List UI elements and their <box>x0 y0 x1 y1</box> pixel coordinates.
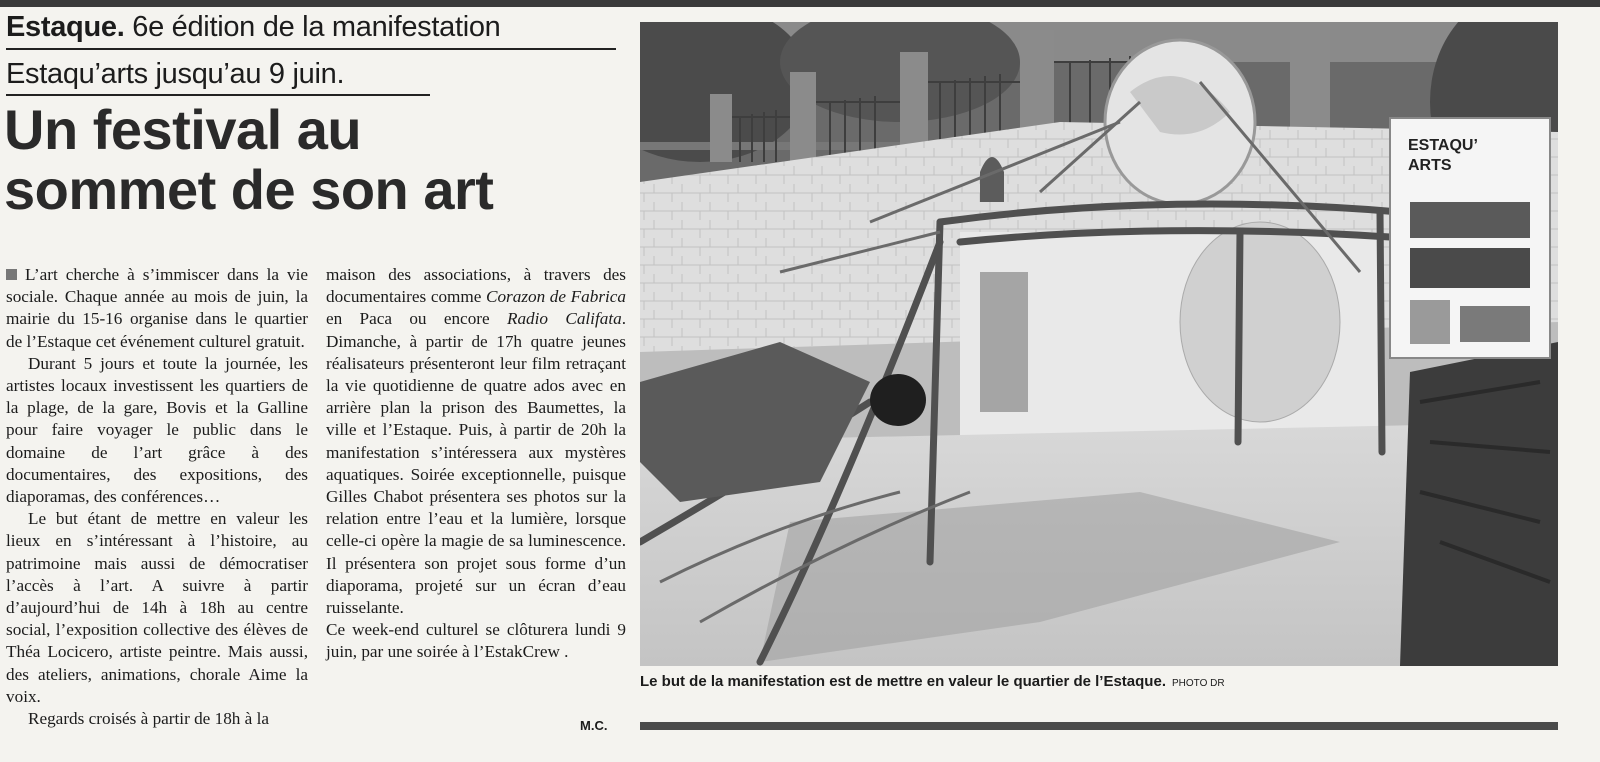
paragraph: Regards croisés à partir de 18h à la <box>28 709 270 729</box>
article-headline <box>4 100 624 220</box>
photo-credit: PHOTO DR <box>1171 678 1225 689</box>
paragraph: Le but étant de mettre en valeur les lieux en s’intéressant à l’histoire, au patrimoine mais aussi de démocratiser l’accès à l’art. A suivre à partir d’aujourd’hui de 14h à 18h au centre social, l’exposition collective des élèves de Théa Locicero, artiste peintre. Mais aussi, des ateliers, animations, chorale Aime la voix. <box>6 509 308 706</box>
kicker-rule <box>6 48 616 50</box>
headline-line-2: sommet de son art <box>4 158 494 221</box>
sign-text-line-2: ARTS <box>1408 157 1452 174</box>
article-kicker <box>6 10 616 44</box>
text-column-2 <box>326 264 626 664</box>
article-subtitle: Estaqu’arts jusqu’au 9 juin. <box>6 58 345 90</box>
paragraph <box>6 264 308 353</box>
top-border <box>0 0 1600 7</box>
paragraph-text: L’art cherche à s’immiscer dans la vie sociale. Chaque année au mois de juin, la mairie du 15-16 organise dans le quartier de l’Estaque cet événement culturel gratuit. <box>6 265 308 351</box>
sign-text-line-1: ESTAQU’ <box>1408 137 1478 154</box>
photo-caption <box>640 673 1558 690</box>
kicker-text: 6e édition de la manifestation <box>124 11 501 43</box>
bullet-square-icon <box>6 269 17 280</box>
caption-text: Le but de la manifestation est de mettre en valeur le quartier de l’Estaque. <box>640 673 1166 690</box>
documentary-title: Radio Califata <box>506 309 622 329</box>
paragraph-text: maison des associations, à travers des documentaires comme <box>326 265 626 307</box>
paragraph-text: . Dimanche, à partir de 17h quatre jeunes réalisateurs présenteront leur film retraçant la vie quotidienne de quatre ados avec en arrière plan la prison des Baumettes, la ville et l’Estaque. Puis, à partir de 20h la manifestation s’intéressera aux mystères aquatiques. Soirée exceptionnelle, puisque Gilles Chabot présentera ses photos sur la relation entre l’eau et la lumière, lorsque celle-ci opère la magie de sa luminescence. Il présentera son projet sous forme d’un diaporama, projeté sur un écran d’eau ruisselante. <box>326 309 626 618</box>
documentary-title: Corazon de Fabrica <box>486 287 626 307</box>
headline-line-1: Un festival au <box>4 98 362 161</box>
article-photo <box>640 22 1558 666</box>
paragraph-text: en Paca ou encore <box>326 309 507 329</box>
paragraph: Ce week-end culturel se clôturera lundi 9 juin, par une soirée à l’EstakCrew . <box>326 620 626 662</box>
paragraph <box>326 264 626 619</box>
paragraph: Durant 5 jours et toute la journée, les artistes locaux investissent les quartiers de la plage, de la gare, Bovis et la Galline pour faire voyager le public dans le domaine de l’art grâce à des documentaires, des expositions, des diaporamas, des conférences… <box>6 353 308 507</box>
text-column-1 <box>6 264 308 730</box>
kicker-location: Estaque. <box>6 11 125 43</box>
bottom-border <box>640 722 1558 730</box>
author-signature: M.C. <box>580 718 608 733</box>
subtitle-rule <box>6 94 430 96</box>
